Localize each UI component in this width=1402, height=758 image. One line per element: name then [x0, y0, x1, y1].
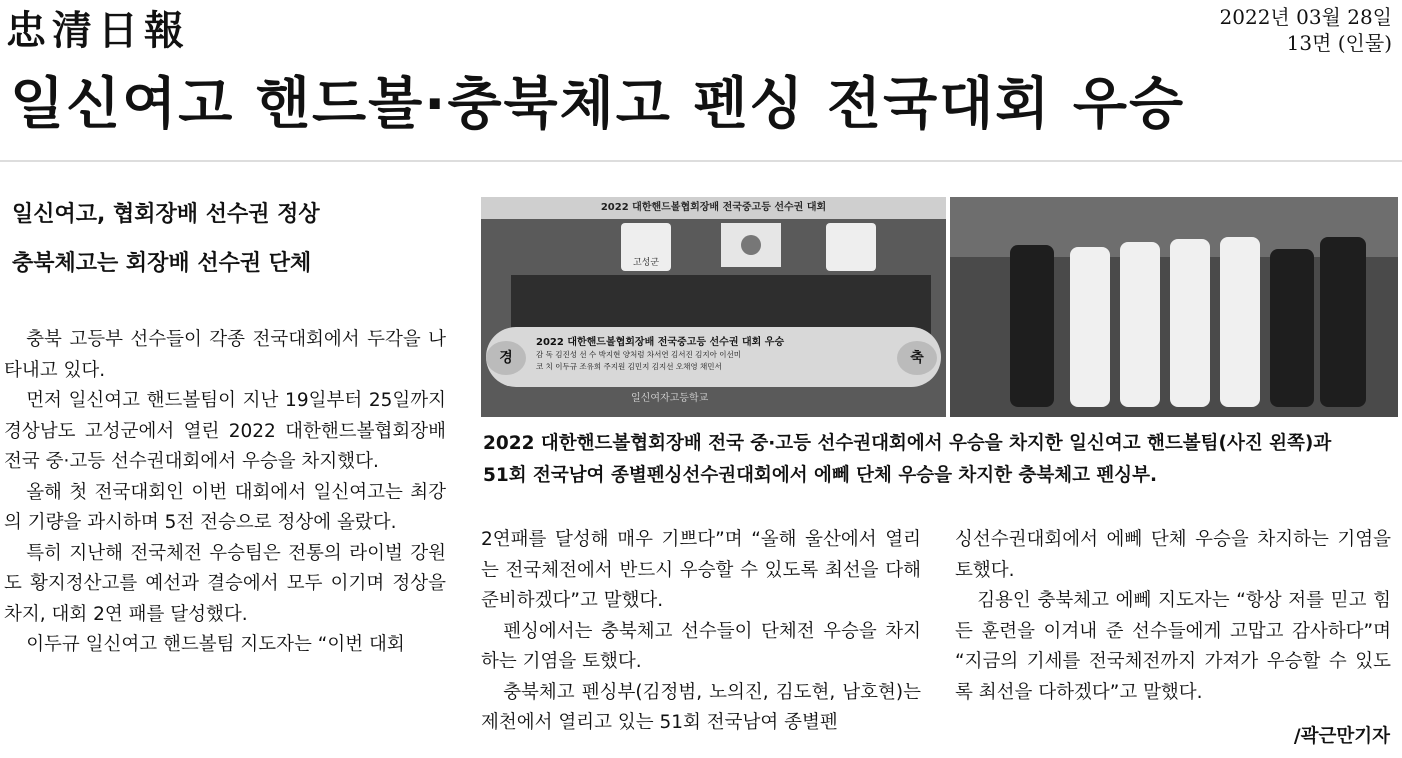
handball-team-photo [481, 197, 946, 417]
subheadline-1: 일신여고, 협회장배 선수권 정상 [12, 202, 320, 227]
fencer-1 [1070, 247, 1110, 407]
banner-title: 2022 대한핸드볼협회장배 전국중고등 선수권 대회 우승 [536, 337, 785, 348]
badge-right: 축 [897, 341, 937, 375]
paragraph: 김용인 충북체고 에뻬 지도자는 “항상 저를 믿고 힘든 훈련을 이겨내 준 선수들에게 고맙고 감사하다”며 “지금의 기세를 전국체전까지 가져가 우승할 수 있도록 최선을 다하겠다”고 말했다. [955, 590, 1391, 703]
banner-roster-2: 코 치 이두규 조유희 주지원 김민지 김지선 오채영 채민서 [536, 362, 722, 371]
caption-line-2: 51회 전국남여 종별펜싱선수권대회에서 에뻬 단체 우승을 차지한 충북체고 펜싱부. [483, 465, 1158, 486]
caption-line-1: 2022 대한핸드볼협회장배 전국 중·고등 선수권대회에서 우승을 차지한 일신여고 핸드볼팀(사진 왼쪽)과 [483, 433, 1332, 454]
gosung-sign: 고성군 [621, 223, 671, 271]
paragraph: 이두규 일신여고 핸드볼팀 지도자는 “이번 대회 [26, 634, 405, 655]
fencer-2 [1120, 242, 1160, 407]
paragraph: 싱선수권대회에서 에뻬 단체 우승을 차지하는 기염을 토했다. [955, 529, 1391, 581]
badge-left: 경 [486, 341, 526, 375]
paragraph: 충북체고 펜싱부(김정범, 노의진, 김도현, 남호현)는 제천에서 열리고 있는 51회 전국남여 종별펜 [481, 681, 921, 733]
article-headline: 일신여고 핸드볼·충북체고 펜싱 전국대회 우승 [10, 72, 1186, 137]
flag-emblem [741, 235, 761, 255]
divider [0, 160, 1402, 162]
team-players-group [511, 275, 931, 335]
fencing-team-photo [950, 197, 1398, 417]
school-name: 일신여자고등학교 [631, 393, 709, 404]
paragraph: 특히 지난해 전국체전 우승팀은 전통의 라이벌 강원도 황지정산고를 예선과 결승에서 모두 이기며 정상을 차지, 대회 2연 패를 달성했다. [4, 542, 446, 625]
page-section: 13면 (인물) [1286, 31, 1392, 55]
coach-left [1010, 245, 1054, 407]
paragraph: 펜싱에서는 충북체고 선수들이 단체전 우승을 차지하는 기염을 토했다. [481, 620, 921, 672]
dateline [1220, 4, 1392, 56]
paragraph: 충북 고등부 선수들이 각종 전국대회에서 두각을 나타내고 있다. [4, 329, 446, 381]
coach-right-1 [1270, 249, 1314, 407]
flag [721, 223, 781, 267]
fencer-3 [1170, 239, 1210, 407]
sign-right [826, 223, 876, 271]
newspaper-masthead: 忠清日報 [6, 7, 190, 54]
banner-roster-1: 감 독 김진성 선 수 박지현 양처럼 차서연 김서진 김지아 이선미 [536, 350, 741, 359]
article-column-3 [955, 525, 1391, 708]
subheadline-2: 충북체고는 회장배 선수권 단체 [12, 251, 312, 276]
publication-date: 2022년 03월 28일 [1219, 5, 1392, 29]
championship-banner [486, 327, 941, 387]
fencer-4 [1220, 237, 1260, 407]
paragraph: 2연패를 달성해 매우 기쁘다”며 “올해 울산에서 열리는 전국체전에서 반드시 우승할 수 있도록 최선을 다해 준비하겠다”고 말했다. [481, 529, 921, 611]
article-column-2 [481, 525, 921, 739]
coach-right-2 [1320, 237, 1366, 407]
paragraph: 올해 첫 전국대회인 이번 대회에서 일신여고는 최강의 기량을 과시하며 5전 전승으로 정상에 올랐다. [4, 481, 446, 533]
paragraph: 먼저 일신여고 핸드볼팀이 지난 19일부터 25일까지 경상남도 고성군에서 열린 2022 대한핸드볼협회장배 전국 중·고등 선수권대회에서 우승을 차지했다. [4, 390, 446, 472]
photo-caption [483, 428, 1398, 492]
hall-banner: 2022 대한핸드볼협회장배 전국중고등 선수권 대회 [481, 197, 946, 219]
reporter-byline: /곽근만기자 [1293, 726, 1390, 747]
article-column-1 [4, 325, 446, 661]
